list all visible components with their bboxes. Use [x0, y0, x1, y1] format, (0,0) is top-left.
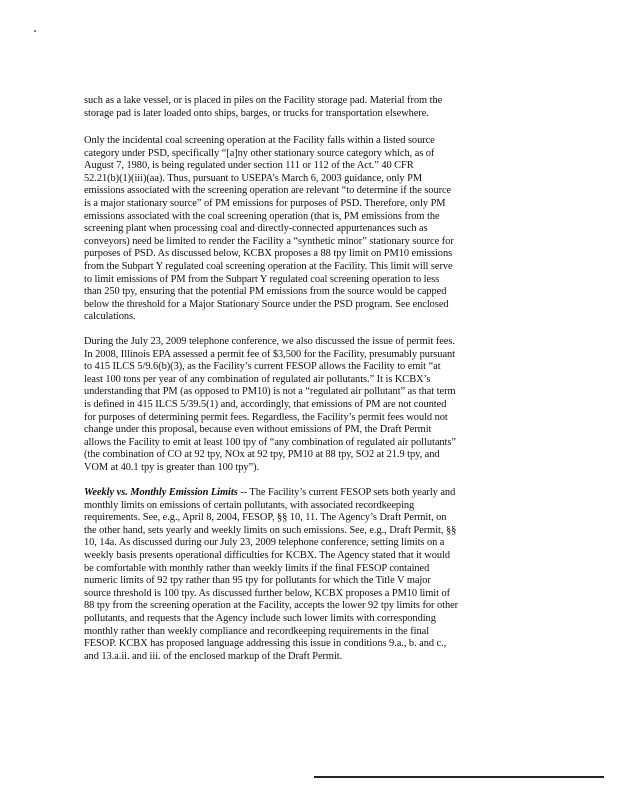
text-line: for purposes of determining permit fees. Regardless, the Facility’s permit fees would not	[84, 411, 448, 423]
paragraph-coal-screening	[84, 135, 524, 324]
paragraph-permit-fees	[84, 336, 524, 475]
text-line: VOM at 40.1 tpy is greater than 100 tpy”).	[84, 461, 260, 473]
text-line: conveyors) need be limited to render the Facility a “synthetic minor” stationary source for	[84, 235, 454, 247]
text-line: emissions associated with the screening operation are relevant “to determine if the source	[84, 185, 452, 197]
text-line: from the Subpart Y regulated coal screening operation at the Facility. This limit will serve	[84, 260, 453, 272]
text-line: weekly basis presents operational difficulties for KCBX. The Agency stated that it would	[84, 549, 451, 561]
text-line: is defined in 415 ILCS 5/39.5(1) and, accordingly, that emissions of PM are not counted	[84, 398, 447, 410]
text-line: calculations.	[84, 311, 136, 323]
text-line: monthly limits on emissions of certain pollutants, with associated recordkeeping	[84, 499, 415, 511]
text-line: such as a lake vessel, or is placed in piles on the Facility storage pad. Material from the	[84, 95, 443, 106]
text-line: storage pad is later loaded onto ships, barges, or trucks for transportation elsewhere.	[84, 107, 429, 119]
text-line: 88 tpy from the screening operation at the Facility, accepts the lower 92 tpy limits for other	[84, 600, 459, 612]
text-line: least 100 tons per year of any combination of regulated air pollutants.” It is KCBX’s	[84, 373, 431, 385]
text-line: monthly rather than weekly compliance and recordkeeping requirements in the final	[84, 625, 430, 637]
text-line: FESOP. KCBX has proposed language addressing this issue in conditions 9.a., b. and c.,	[84, 638, 447, 650]
text-line: screening plant when processing coal and directly-connected appurtenances such as	[84, 223, 428, 235]
text-line: 52.21(b)(1)(iii)(aa). Thus, pursuant to USEPA’s March 6, 2003 guidance, only PM	[84, 172, 423, 184]
text-line: purposes of PSD. As discussed below, KCBX proposes a 88 tpy limit on PM10 emissions	[84, 248, 453, 260]
scan-speck	[34, 30, 36, 32]
text-line: and 13.a.ii. and iii. of the enclosed markup of the Draft Permit.	[84, 650, 343, 662]
paragraph-emission-limits	[84, 487, 524, 663]
text-line: than 250 tpy, ensuring that the potential PM emissions from the source would be capped	[84, 286, 447, 298]
text-line: is a major stationary source” of PM emissions for purposes of PSD. Therefore, only PM	[84, 197, 446, 209]
text-line: understanding that PM (as opposed to PM10) is not a “regulated air pollutant” as that term	[84, 386, 456, 398]
text-fragment: -- The Facility’s current FESOP sets both yearly and	[237, 487, 456, 498]
text-line: category under PSD, specifically “[a]ny other stationary source category which, as of	[84, 147, 435, 159]
text-line: source threshold is 100 tpy. As discussed further below, KCBX proposes a PM10 limit of	[84, 587, 451, 599]
text-line: During the July 23, 2009 telephone conference, we also discussed the issue of permit fees.	[84, 336, 455, 347]
text-line: to 415 ILCS 5/9.6(b)(3), as the Facility’s current FESOP allows the Facility to emit “at	[84, 361, 441, 373]
text-line: (the combination of CO at 92 tpy, NOx at 92 tpy, PM10 at 88 tpy, SO2 at 21.9 tpy, and	[84, 449, 440, 461]
text-line: be comfortable with monthly rather than weekly limits if the final FESOP contained	[84, 562, 430, 574]
text-line: change under this proposal, because even without emissions of PM, the Draft Permit	[84, 424, 432, 436]
text-line: numeric limits of 92 tpy rather than 95 tpy for pollutants for which the Title V major	[84, 575, 431, 587]
paragraph-storage	[84, 95, 524, 120]
text-line: August 7, 1980, is being regulated under section 111 or 112 of the Act.” 40 CFR	[84, 160, 414, 172]
text-line	[84, 487, 524, 500]
text-line: below the threshold for a Major Stationary Source under the PSD program. See enclosed	[84, 298, 449, 310]
text-line: 10, 14a. As discussed during our July 23, 2009 telephone conference, setting limits on a	[84, 537, 445, 549]
text-line: to limit emissions of PM from the Subpart Y regulated coal screening operation to less	[84, 273, 440, 285]
text-line: allows the Facility to emit at least 100 tpy of “any combination of regulated air pollutants”	[84, 436, 456, 448]
text-line: pollutants, and requests that the Agency include such lower limits with corresponding	[84, 612, 436, 624]
text-line: the other hand, sets yearly and weekly limits on such emissions. See, e.g., Draft Permit, §§	[84, 524, 457, 536]
text-line: emissions associated with the coal screening operation (that is, PM emissions from the	[84, 210, 440, 222]
text-line: In 2008, Illinois EPA assessed a permit fee of $3,500 for the Facility, presumably pursuant	[84, 348, 455, 360]
text-line: Only the incidental coal screening operation at the Facility falls within a listed source	[84, 135, 435, 146]
text-line: requirements. See, e.g., April 8, 2004, FESOP, §§ 10, 11. The Agency’s Draft Permit, on	[84, 512, 447, 524]
section-heading: Weekly vs. Monthly Emission Limits	[84, 487, 238, 498]
footer-rule	[314, 776, 604, 778]
